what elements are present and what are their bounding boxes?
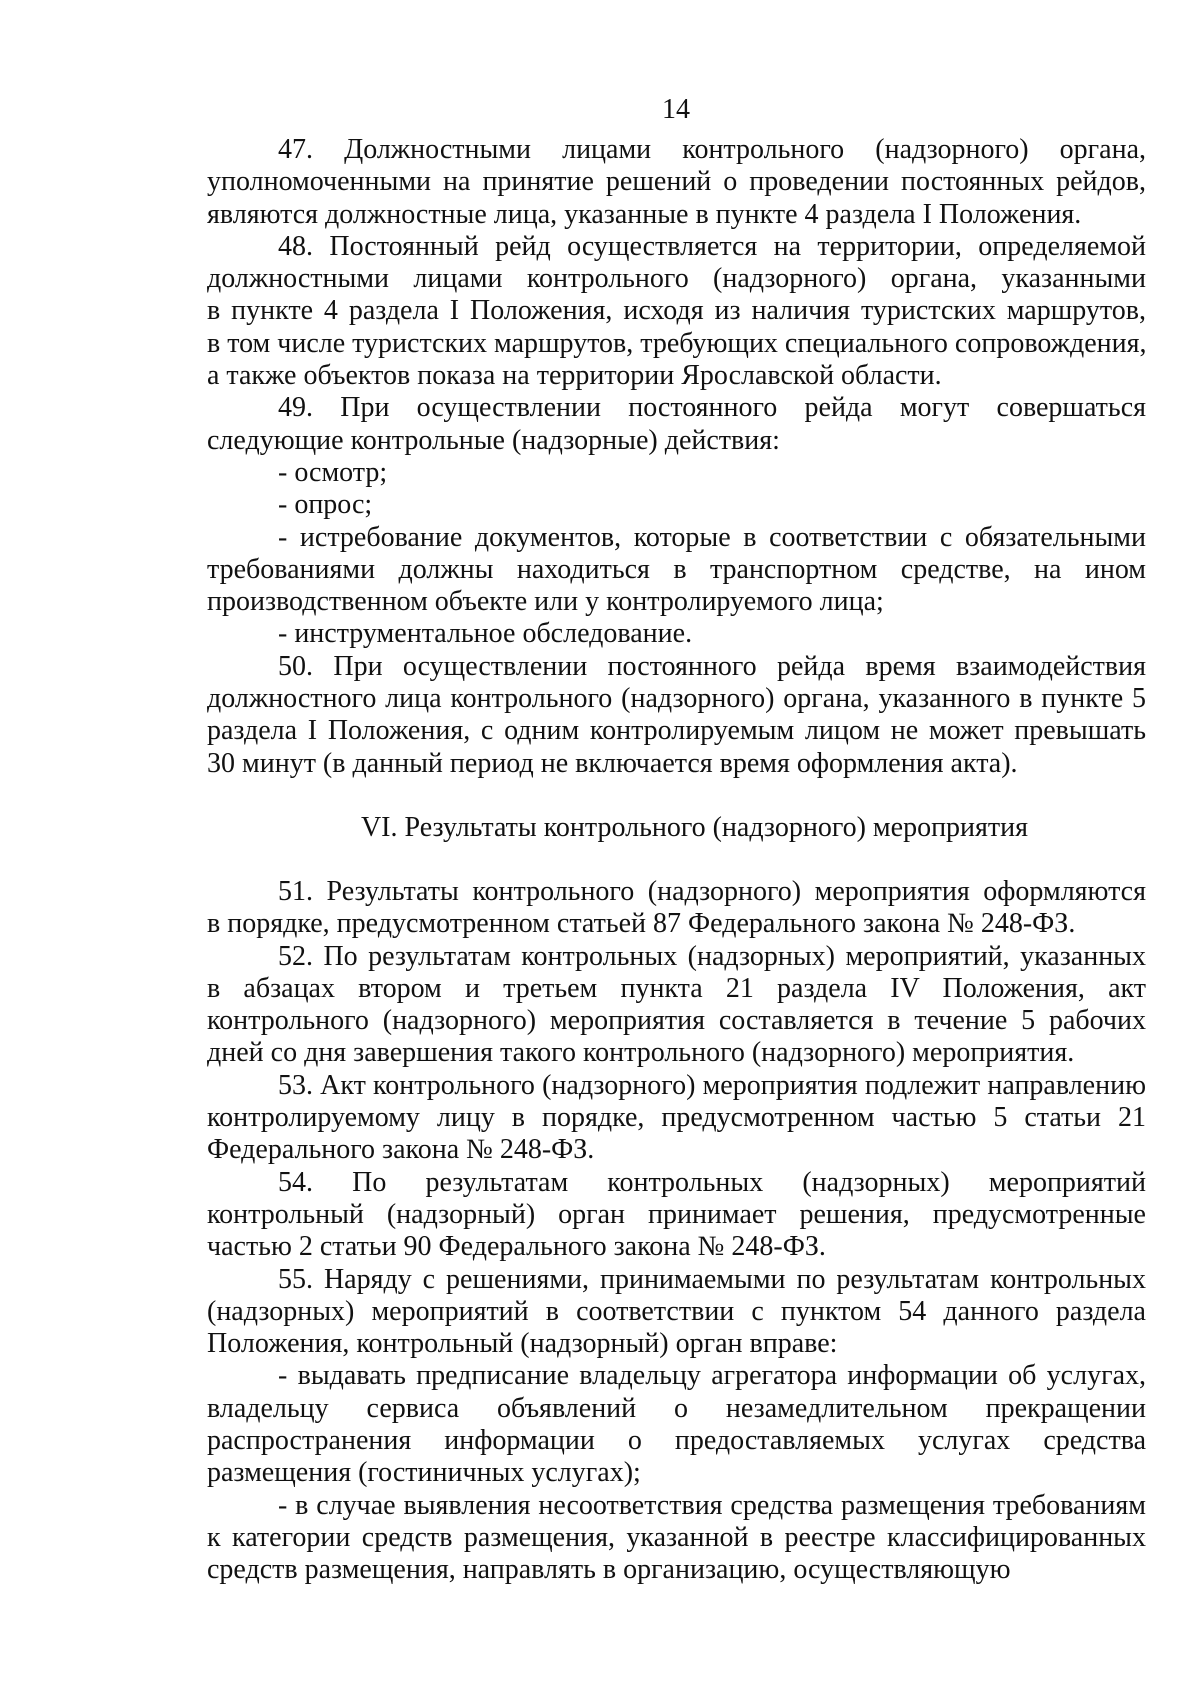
paragraph-p49-4 <box>207 618 1146 650</box>
page-number: 14 <box>662 94 690 125</box>
paragraph-p50 <box>207 651 1146 780</box>
paragraph-p55-2 <box>207 1490 1146 1587</box>
text-line: - осмотр; <box>278 456 388 488</box>
text-line: частью 2 статьи 90 Федерального закона № 248-ФЗ. <box>207 1231 826 1263</box>
paragraph-p54 <box>207 1167 1146 1264</box>
text-line: должностными лицами контрольного (надзорного) органа, указанными <box>207 263 1146 295</box>
text-line: являются должностные лица, указанные в пункте 4 раздела I Положения. <box>207 198 1082 230</box>
text-line: (надзорных) мероприятий в соответствии с пунктом 54 данного раздела <box>207 1295 1146 1327</box>
text-line: 50. При осуществлении постоянного рейда время взаимодействия <box>278 650 1146 682</box>
text-line: распространения информации о предоставляемых услугах средства <box>207 1424 1146 1456</box>
text-line: к категории средств размещения, указанной в реестре классифицированных <box>207 1521 1146 1553</box>
text-line: - истребование документов, которые в соответствии с обязательными <box>278 521 1146 553</box>
text-line: Положения, контрольный (надзорный) орган вправе: <box>207 1328 838 1360</box>
text-line: следующие контрольные (надзорные) действия: <box>207 424 780 456</box>
text-line: а также объектов показа на территории Ярославской области. <box>207 360 942 392</box>
text-line: в абзацах втором и третьем пункта 21 раздела IV Положения, акт <box>207 972 1146 1004</box>
text-line: дней со дня завершения такого контрольного (надзорного) мероприятия. <box>207 1037 1075 1069</box>
paragraph-p55-1 <box>207 1360 1146 1489</box>
text-line: 49. При осуществлении постоянного рейда могут совершаться <box>278 392 1146 424</box>
text-line: 47. Должностными лицами контрольного (надзорного) органа, <box>278 134 1146 165</box>
paragraph-p49-1 <box>207 457 1146 489</box>
text-line: владельцу сервиса объявлений о незамедлительном прекращении <box>207 1392 1146 1424</box>
text-line: - в случае выявления несоответствия средства размещения требованиям <box>278 1489 1146 1521</box>
paragraphs-before-heading <box>207 134 1146 780</box>
text-line: Федерального закона № 248-ФЗ. <box>207 1134 595 1166</box>
text-line: - опрос; <box>278 489 373 521</box>
page-content <box>207 134 1146 1586</box>
paragraphs-after-heading <box>207 876 1146 1587</box>
text-line: требованиями должны находиться в транспортном средстве, на ином <box>207 553 1146 585</box>
section-heading: VI. Результаты контрольного (надзорного) мероприятия <box>360 811 1029 843</box>
text-line: контрольного (надзорного) мероприятия составляется в течение 5 рабочих <box>207 1005 1146 1037</box>
paragraph-p53 <box>207 1070 1146 1167</box>
text-line: 55. Наряду с решениями, принимаемыми по результатам контрольных <box>278 1263 1146 1295</box>
text-line: раздела I Положения, с одним контролируемым лицом не может превышать <box>207 715 1146 747</box>
paragraph-p48 <box>207 231 1146 392</box>
paragraph-p55 <box>207 1264 1146 1361</box>
paragraph-p49-3 <box>207 522 1146 619</box>
text-line: в пункте 4 раздела I Положения, исходя из наличия туристских маршрутов, <box>207 295 1146 327</box>
text-line: 48. Постоянный рейд осуществляется на территории, определяемой <box>278 230 1146 262</box>
text-line: 30 минут (в данный период не включается время оформления акта). <box>207 747 1018 779</box>
text-line: контрольный (надзорный) орган принимает решения, предусмотренные <box>207 1198 1146 1230</box>
paragraph-p52 <box>207 941 1146 1070</box>
text-line: уполномоченными на принятие решений о проведении постоянных рейдов, <box>207 166 1146 198</box>
text-line: должностного лица контрольного (надзорного) органа, указанного в пункте 5 <box>207 683 1146 715</box>
paragraph-p51 <box>207 876 1146 941</box>
text-line: средств размещения, направлять в организацию, осуществляющую <box>207 1554 1011 1586</box>
text-line: в том числе туристских маршрутов, требующих специального сопровождения, <box>207 327 1147 359</box>
text-line: контролируемому лицу в порядке, предусмотренном частью 5 статьи 21 <box>207 1102 1146 1134</box>
text-line: 54. По результатам контрольных (надзорных) мероприятий <box>278 1166 1146 1198</box>
text-line: 53. Акт контрольного (надзорного) мероприятия подлежит направлению <box>278 1069 1146 1101</box>
text-line: в порядке, предусмотренном статьей 87 Федерального закона № 248-ФЗ. <box>207 908 1076 940</box>
paragraph-p49 <box>207 392 1146 457</box>
paragraph-p47 <box>207 134 1146 231</box>
text-line: размещения (гостиничных услугах); <box>207 1457 641 1489</box>
text-line: - выдавать предписание владельцу агрегатора информации об услугах, <box>278 1360 1146 1392</box>
text-line: производственном объекте или у контролируемого лица; <box>207 586 884 618</box>
paragraph-p49-2 <box>207 489 1146 521</box>
text-line: 52. По результатам контрольных (надзорных) мероприятий, указанных <box>278 940 1146 972</box>
text-line: - инструментальное обследование. <box>278 618 693 650</box>
text-line: 51. Результаты контрольного (надзорного) мероприятия оформляются <box>278 875 1146 907</box>
